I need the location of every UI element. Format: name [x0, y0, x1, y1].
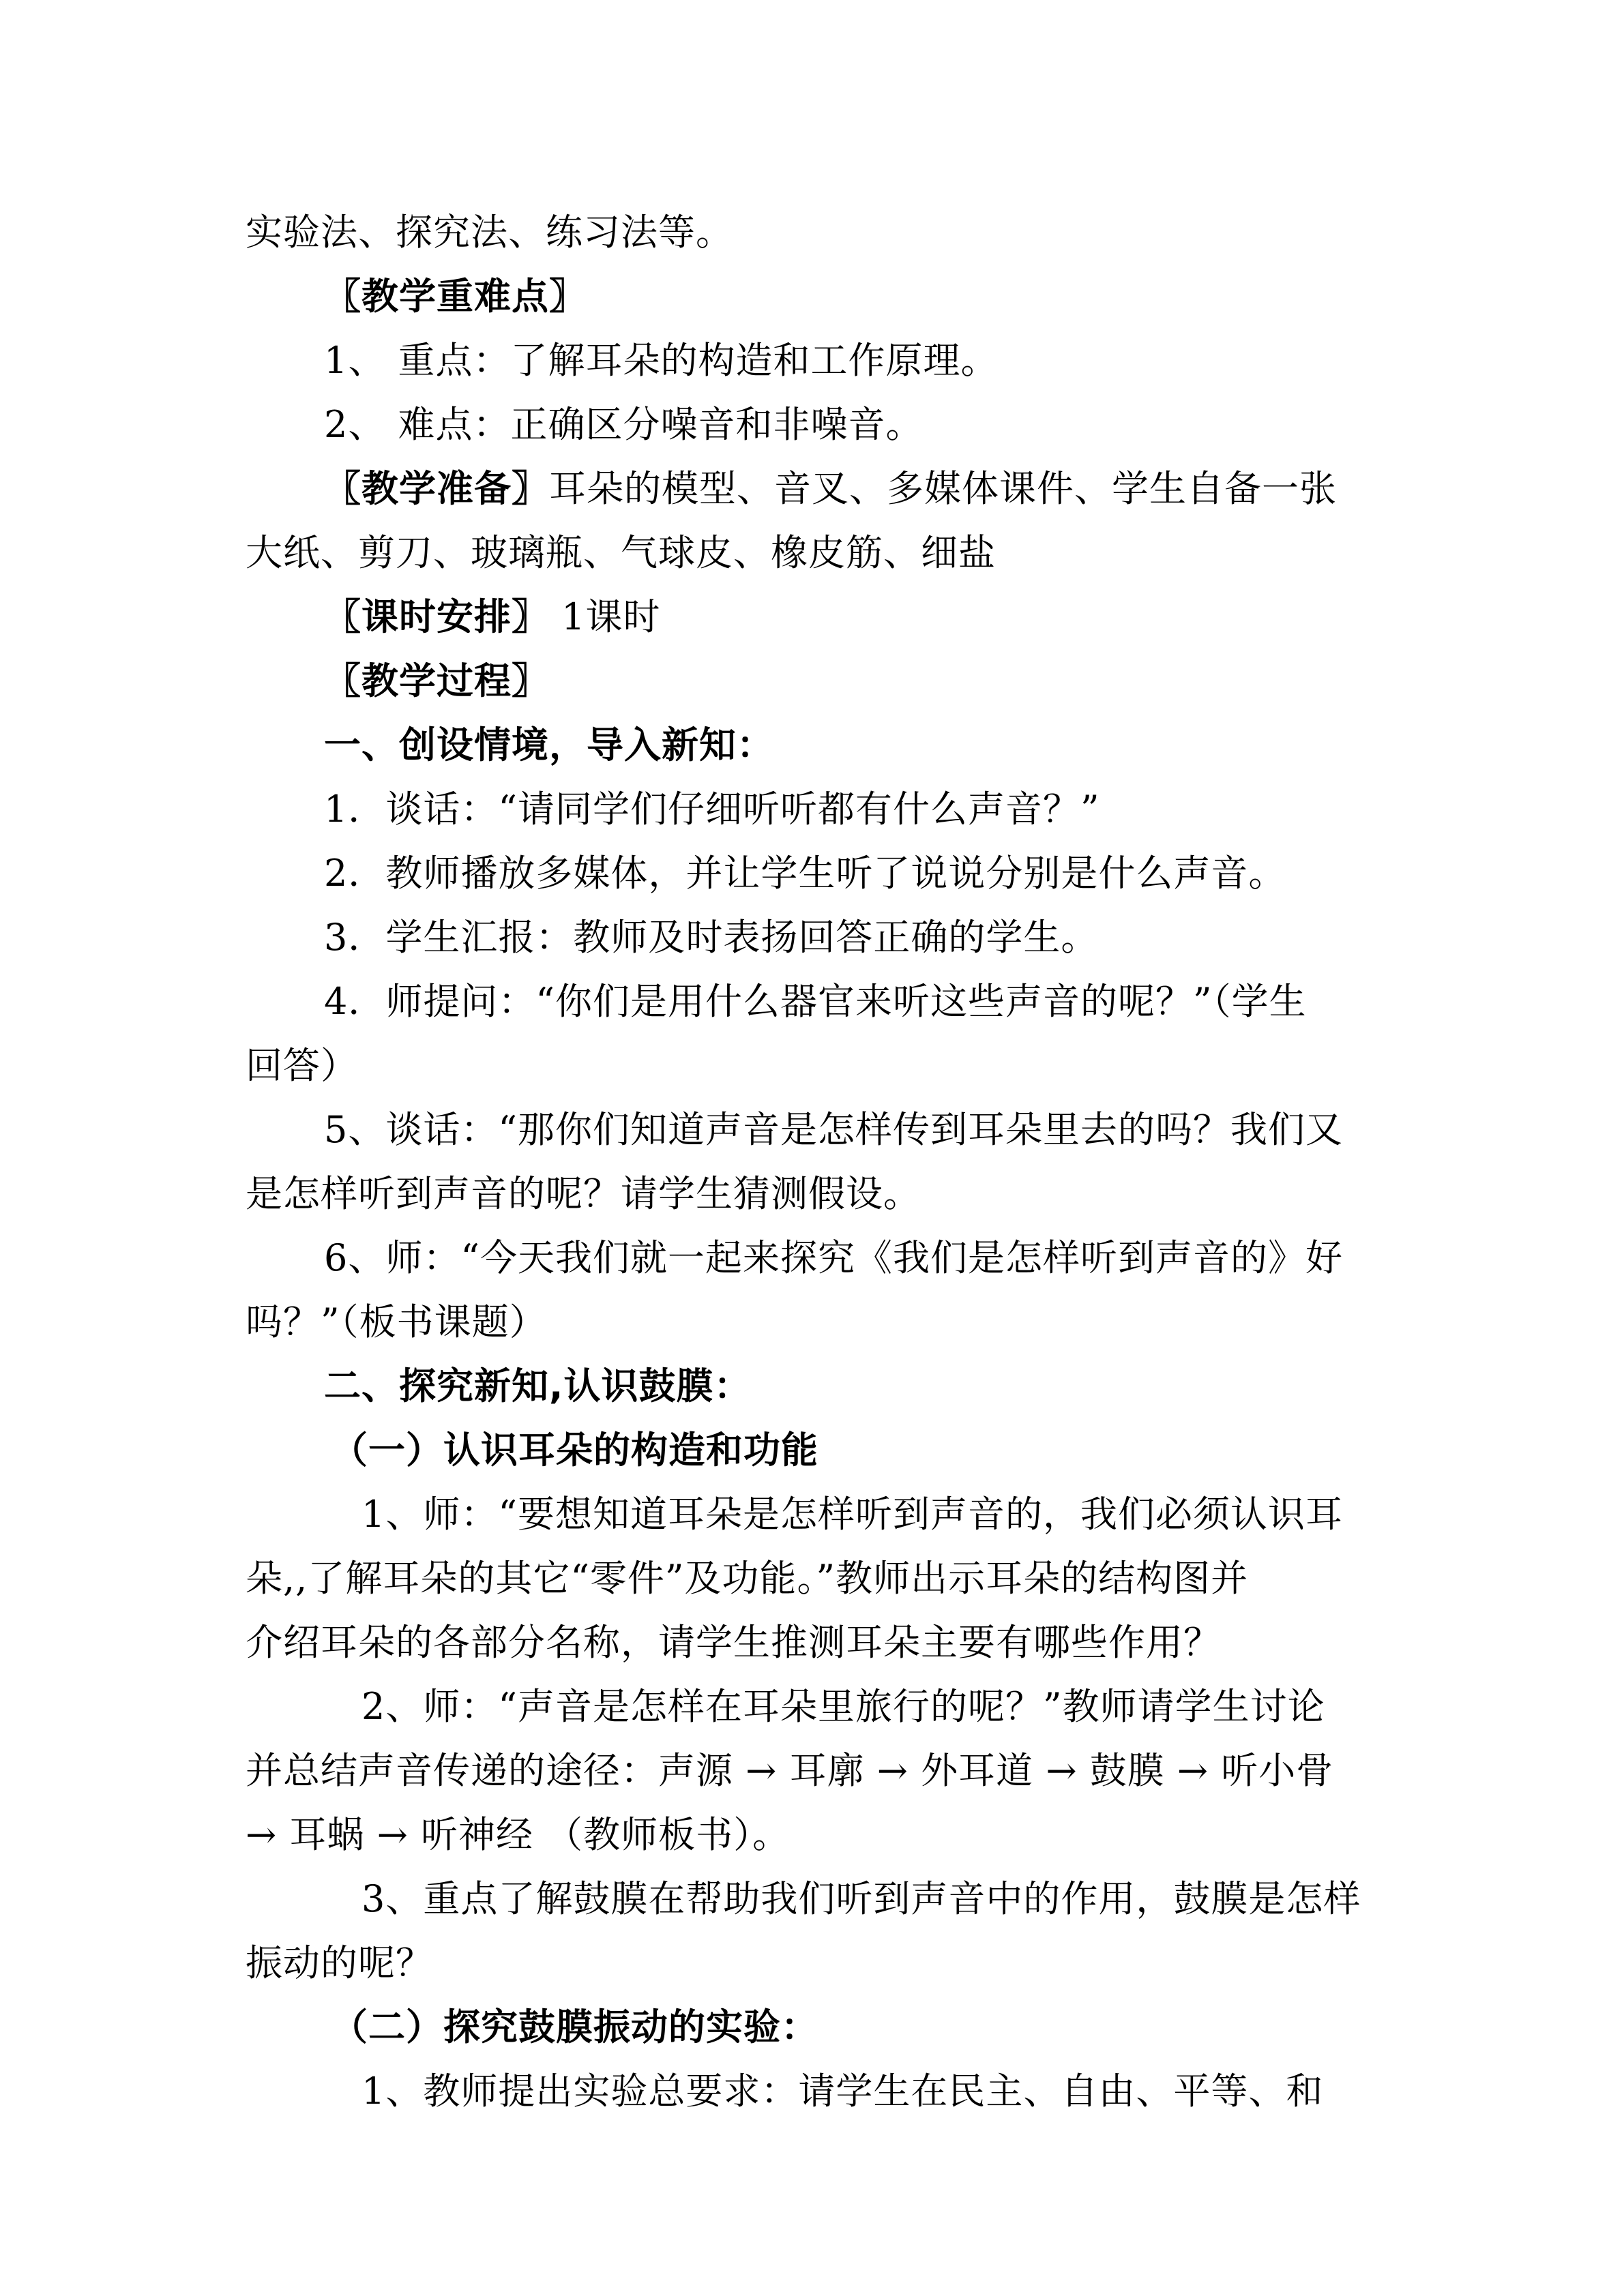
- text-line: 并总结声音传递的途径：声源 → 耳廓 → 外耳道 → 鼓膜 → 听小骨: [246, 1749, 1334, 1792]
- text-line: 2、师：“声音是怎样在耳朵里旅行的呢？”教师请学生讨论: [361, 1685, 1325, 1728]
- part-heading-1: 一、创设情境，导入新知：: [324, 724, 774, 766]
- text-line: 4．师提问：“你们是用什么器官来听这些声音的呢？”（学生: [324, 980, 1307, 1023]
- part-heading-2: 二、探究新知,认识鼓膜：: [324, 1365, 752, 1407]
- text-line: 介绍耳朵的各部分名称，请学生推测耳朵主要有哪些作用？: [246, 1621, 1221, 1664]
- text-line: 1、师：“要想知道耳朵是怎样听到声音的，我们必须认识耳: [361, 1493, 1343, 1536]
- text-line: 吗？”（板书课题）: [246, 1300, 547, 1343]
- text-line: 振动的呢？: [246, 1941, 433, 1984]
- sub-heading-1: （一）认识耳朵的构造和功能: [331, 1429, 818, 1472]
- text-line: 5、谈话：“那你们知道声音是怎样传到耳朵里去的吗？我们又: [324, 1108, 1343, 1151]
- text-line: 大纸、剪刀、玻璃瓶、气球皮、橡皮筋、细盐: [246, 531, 996, 574]
- section-heading-schedule: 〖课时安排〗: [324, 595, 549, 638]
- schedule-text: 1课时: [549, 595, 661, 638]
- section-heading-key-points: 〖教学重难点〗: [324, 275, 587, 318]
- section-heading-process: 〖教学过程〗: [324, 659, 549, 702]
- text-line: 1、教师提出实验总要求：请学生在民主、自由、平等、和: [361, 2070, 1324, 2113]
- preparation-text: 耳朵的模型、音叉、多媒体课件、学生自备一张: [549, 467, 1337, 510]
- text-line: 3．学生汇报：教师及时表扬回答正确的学生。: [324, 916, 1099, 959]
- text-line: → 耳蜗 → 听神经 （教师板书）。: [246, 1813, 791, 1856]
- text-line: 回答）: [246, 1044, 358, 1087]
- text-line-preparation: [324, 465, 1337, 513]
- text-line: 1．谈话：“请同学们仔细听听都有什么声音？”: [324, 788, 1100, 831]
- text-line: 2、 难点：正确区分噪音和非噪音。: [324, 403, 924, 446]
- text-line: 6、师：“今天我们就一起来探究《我们是怎样听到声音的》好: [324, 1236, 1343, 1279]
- section-heading-preparation: 〖教学准备〗: [324, 467, 549, 510]
- sub-heading-2: （二）探究鼓膜振动的实验：: [331, 2006, 818, 2048]
- text-line: 3、重点了解鼓膜在帮助我们听到声音中的作用，鼓膜是怎样: [361, 1877, 1361, 1920]
- text-line: 2．教师播放多媒体，并让学生听了说说分别是什么声音。: [324, 852, 1286, 895]
- text-line: 是怎样听到声音的呢？请学生猜测假设。: [246, 1172, 921, 1215]
- text-line: 1、 重点：了解耳朵的构造和工作原理。: [324, 339, 999, 382]
- text-line: 实验法、探究法、练习法等。: [246, 211, 733, 254]
- text-line-schedule: [324, 593, 661, 641]
- text-line: 朵,,了解耳朵的其它“零件”及功能。”教师出示耳朵的结构图并: [246, 1557, 1249, 1600]
